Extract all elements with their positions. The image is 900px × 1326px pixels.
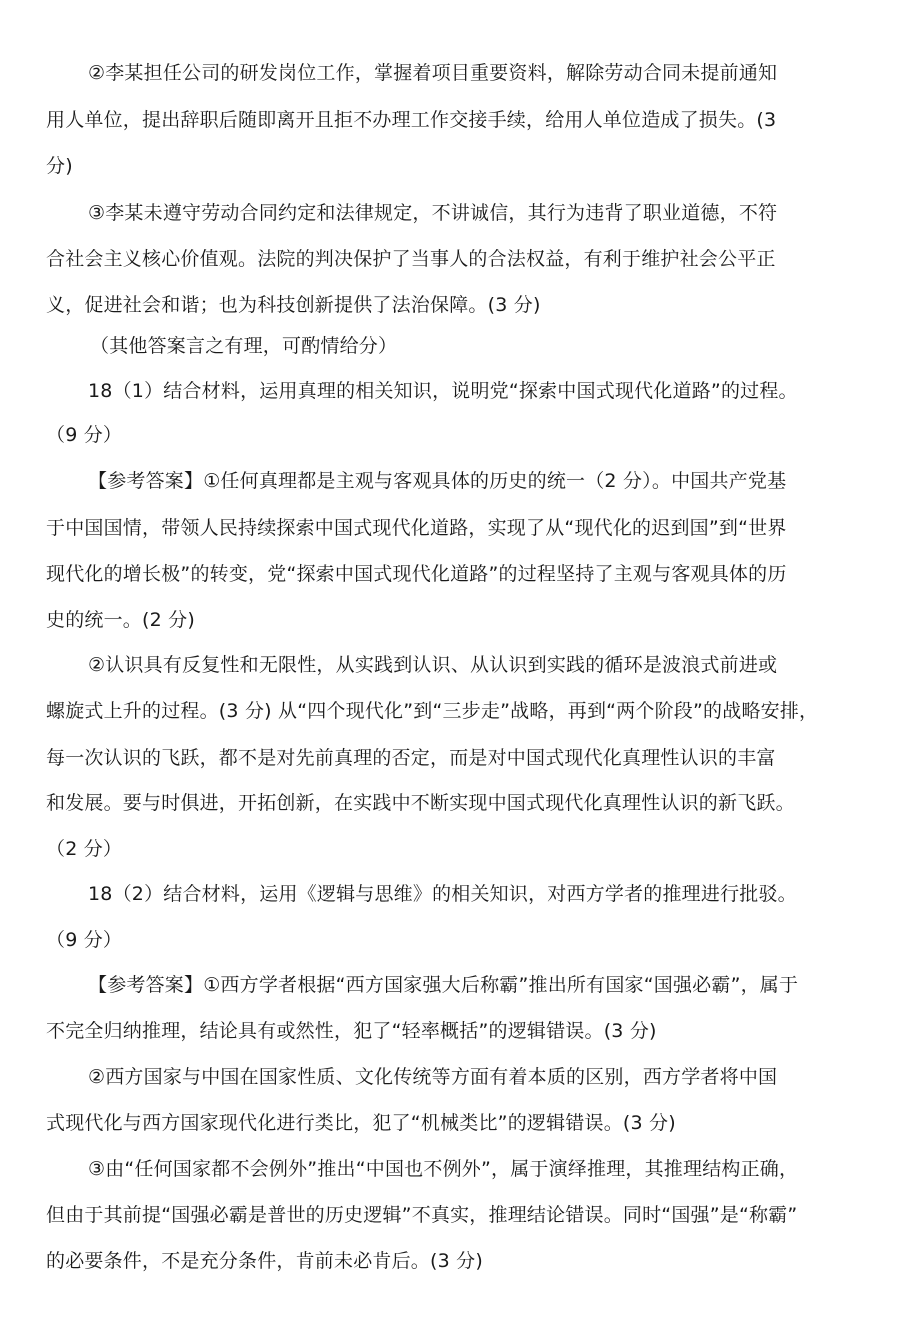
- text-line: 史的统一。(2 分): [46, 609, 195, 631]
- text-line: 螺旋式上升的过程。(3 分) 从“四个现代化”到“三步走”战略，再到“两个阶段”的战略安排，: [46, 700, 819, 722]
- text-line: 于中国国情，带领人民持续探索中国式现代化道路，实现了从“现代化的迟到国”到“世界: [46, 517, 787, 539]
- text-line: 用人单位，提出辞职后随即离开且拒不办理工作交接手续，给用人单位造成了损失。(3: [46, 109, 777, 131]
- text-line: （2 分）: [46, 838, 123, 860]
- text-line: 合社会主义核心价值观。法院的判决保护了当事人的合法权益，有利于维护社会公平正: [46, 248, 776, 270]
- text-line: ③由“任何国家都不会例外”推出“中国也不例外”，属于演绎推理，其推理结构正确，: [88, 1158, 799, 1180]
- text-line: ②认识具有反复性和无限性，从实践到认识、从认识到实践的循环是波浪式前进或: [88, 654, 778, 676]
- question-score: （9 分）: [46, 424, 123, 446]
- text-line: 式现代化与西方国家现代化进行类比，犯了“机械类比”的逻辑错误。(3 分): [46, 1112, 676, 1134]
- text-line: ②李某担任公司的研发岗位工作，掌握着项目重要资料，解除劳动合同未提前通知: [88, 62, 778, 84]
- answer-heading: 【参考答案】①任何真理都是主观与客观具体的历史的统一（2 分）。中国共产党基: [88, 470, 787, 492]
- text-line: （其他答案言之有理，可酌情给分）: [90, 335, 398, 357]
- text-line: 和发展。要与时俱进，开拓创新，在实践中不断实现中国式现代化真理性认识的新飞跃。: [46, 792, 795, 814]
- text-line: 每一次认识的飞跃，都不是对先前真理的否定，而是对中国式现代化真理性认识的丰富: [46, 747, 776, 769]
- question-18-2: 18（2）结合材料，运用《逻辑与思维》的相关知识，对西方学者的推理进行批驳。: [88, 883, 797, 905]
- question-score: （9 分）: [46, 929, 123, 951]
- text-line: 义，促进社会和谐；也为科技创新提供了法治保障。(3 分): [46, 294, 541, 316]
- text-line: 现代化的增长极”的转变，党“探索中国式现代化道路”的过程坚持了主观与客观具体的历: [46, 563, 787, 585]
- answer-heading: 【参考答案】①西方学者根据“西方国家强大后称霸”推出所有国家“国强必霸”，属于: [88, 974, 799, 996]
- text-line: 的必要条件，不是充分条件，肯前未必肯后。(3 分): [46, 1250, 483, 1272]
- text-line: 但由于其前提“国强必霸是普世的历史逻辑”不真实，推理结论错误。同时“国强”是“称霸”: [46, 1204, 798, 1226]
- question-18-1: 18（1）结合材料，运用真理的相关知识，说明党“探索中国式现代化道路”的过程。: [88, 380, 798, 402]
- text-line: 分): [46, 155, 73, 177]
- text-line: ②西方国家与中国在国家性质、文化传统等方面有着本质的区别，西方学者将中国: [88, 1066, 778, 1088]
- text-line: 不完全归纳推理，结论具有或然性，犯了“轻率概括”的逻辑错误。(3 分): [46, 1020, 657, 1042]
- text-line: ③李某未遵守劳动合同约定和法律规定，不讲诚信，其行为违背了职业道德，不符: [88, 202, 778, 224]
